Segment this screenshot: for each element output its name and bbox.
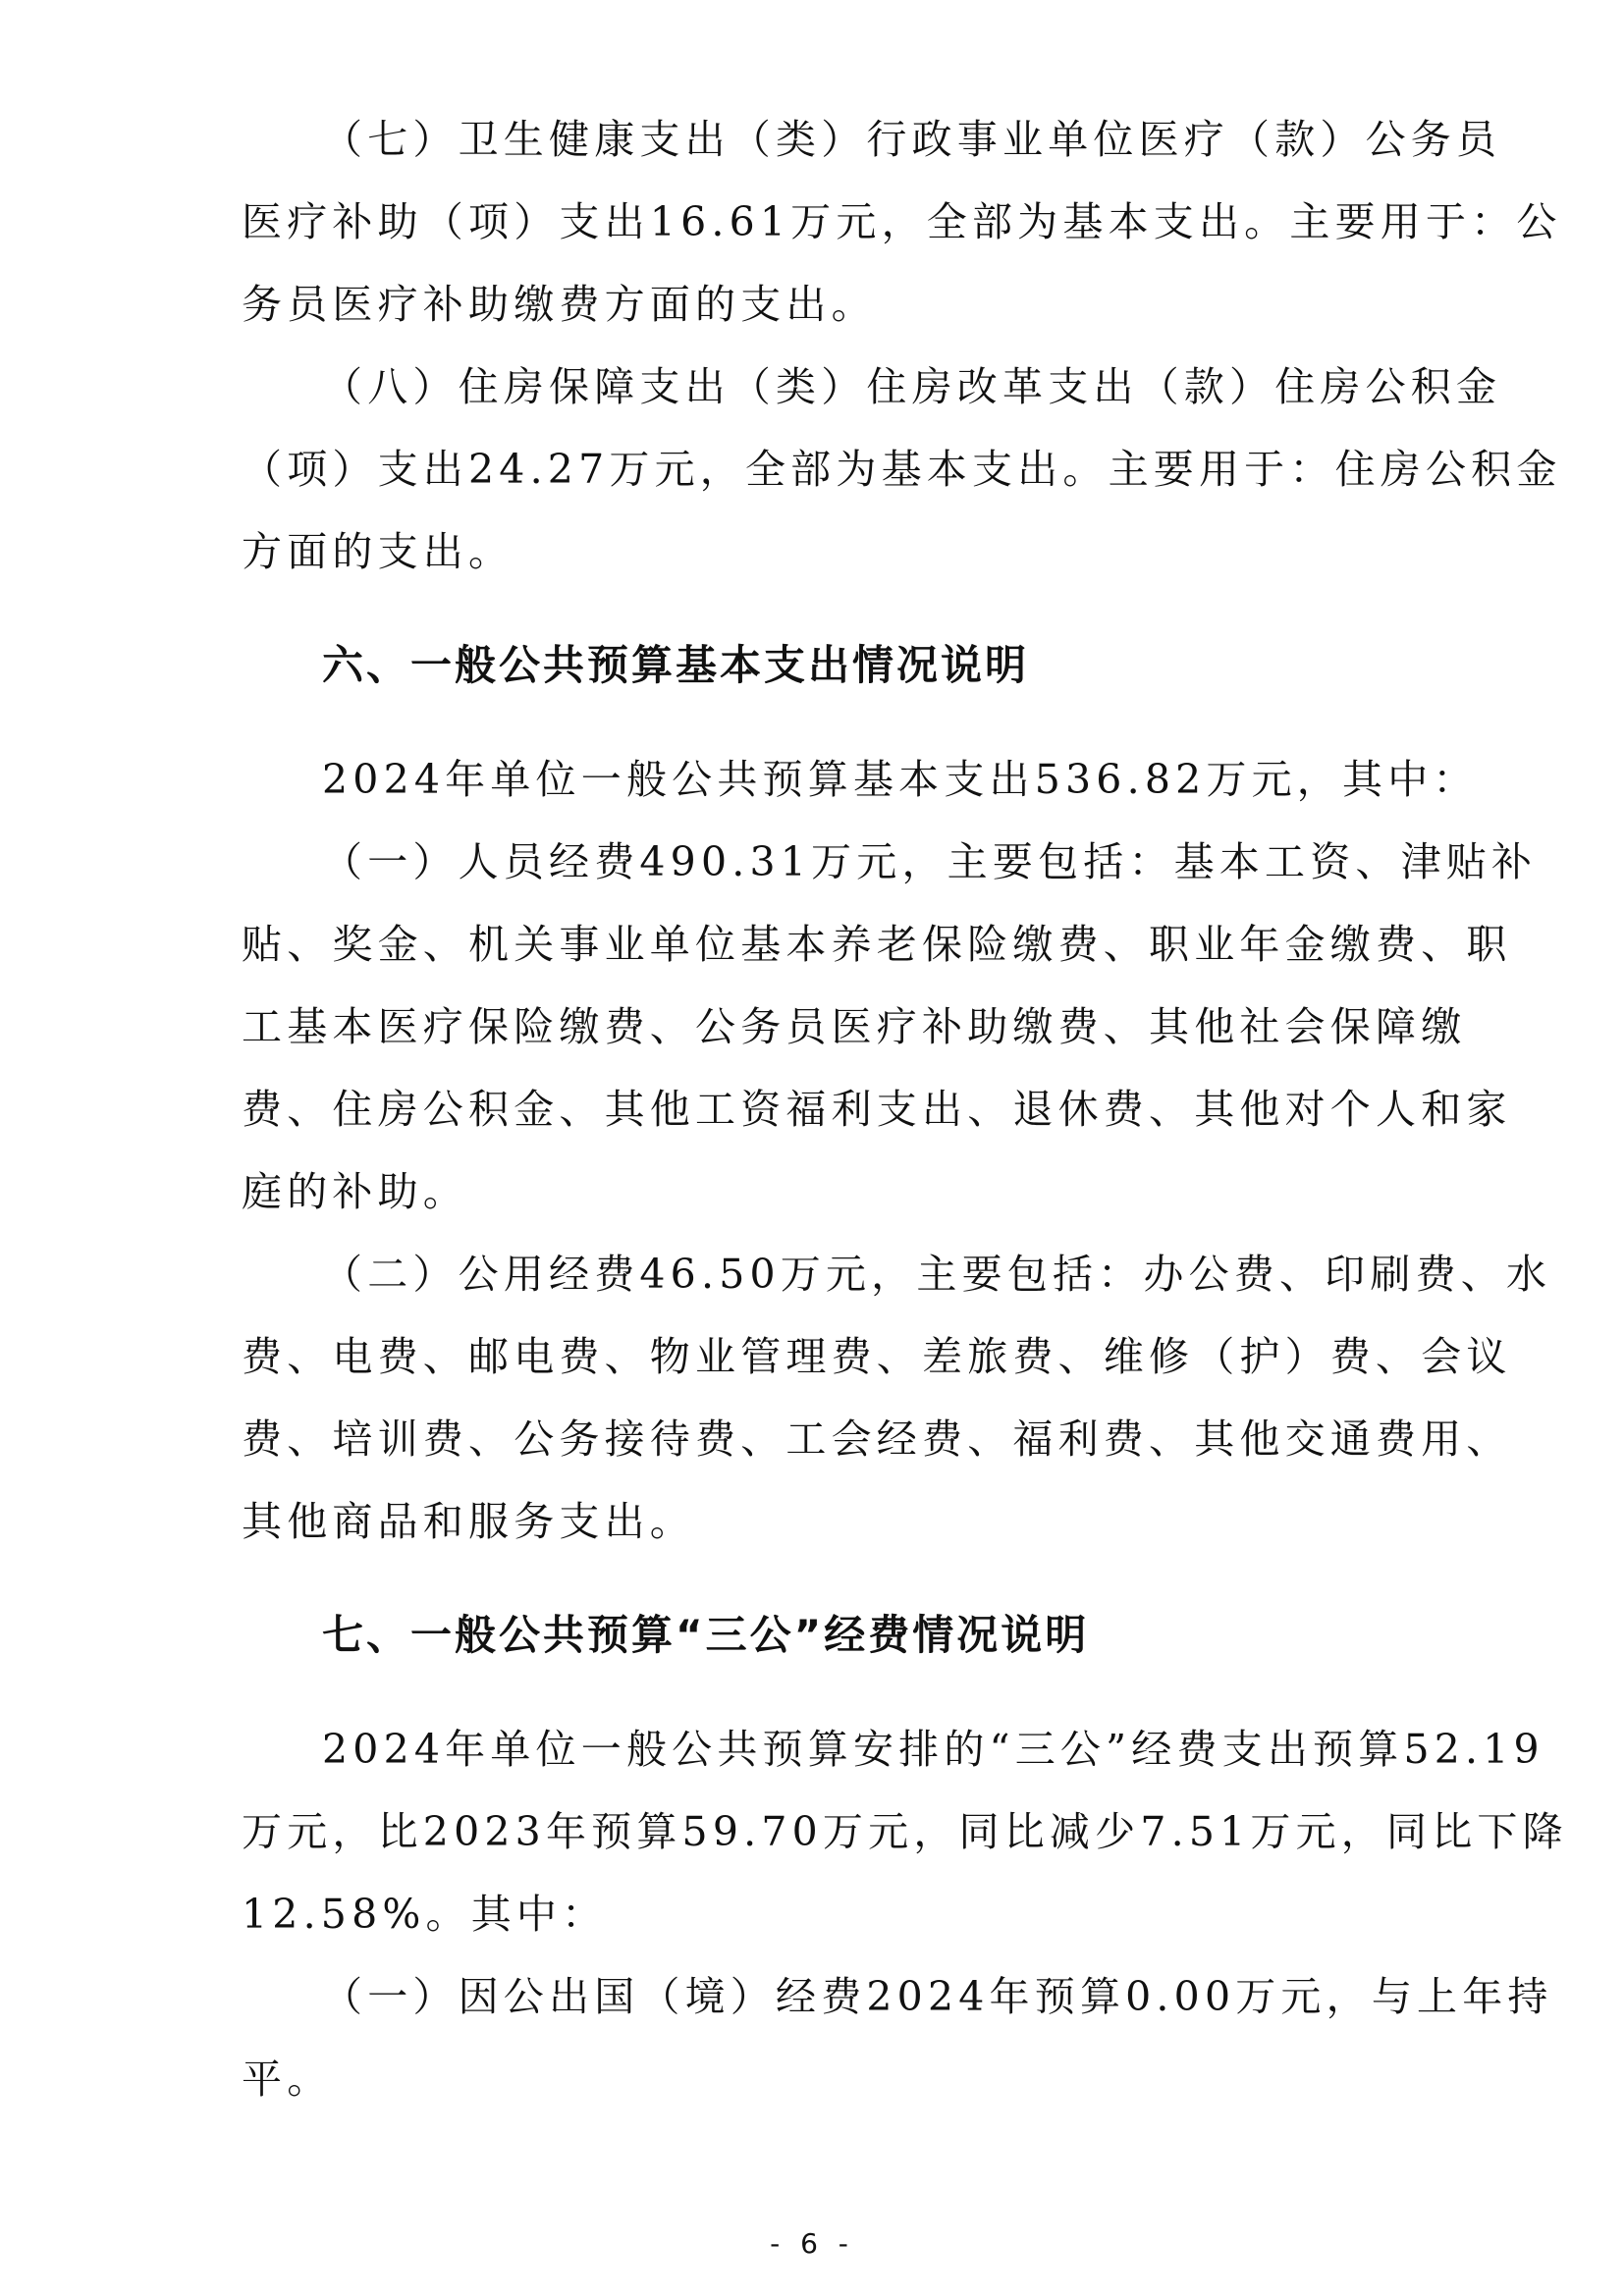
public-line-2: 费、电费、邮电费、物业管理费、差旅费、维修（护）费、会议 bbox=[242, 1333, 1512, 1380]
item7-line-3: 务员医疗补助缴费方面的支出。 bbox=[242, 281, 877, 328]
item8-line-2: （项）支出24.27万元，全部为基本支出。主要用于：住房公积金 bbox=[242, 446, 1562, 493]
section7-intro-line-3: 12.58%。其中： bbox=[242, 1891, 608, 1938]
section7-item1-line-1: （一）因公出国（境）经费2024年预算0.00万元，与上年持 bbox=[322, 1973, 1553, 2020]
public-line-1: （二）公用经费46.50万元，主要包括：办公费、印刷费、水 bbox=[322, 1251, 1552, 1298]
personnel-line-3: 工基本医疗保险缴费、公务员医疗补助缴费、其他社会保障缴 bbox=[242, 1003, 1467, 1050]
personnel-line-5: 庭的补助。 bbox=[242, 1168, 468, 1215]
section7-item1-line-2: 平。 bbox=[242, 2056, 333, 2103]
section7-intro-line-2: 万元，比2023年预算59.70万元，同比减少7.51万元，同比下降 bbox=[242, 1808, 1568, 1855]
personnel-line-1: （一）人员经费490.31万元，主要包括：基本工资、津贴补 bbox=[322, 838, 1538, 885]
section6-intro: 2024年单位一般公共预算基本支出536.82万元，其中： bbox=[322, 756, 1479, 803]
public-line-4: 其他商品和服务支出。 bbox=[242, 1498, 695, 1545]
section7-heading: 七、一般公共预算“三公”经费情况说明 bbox=[322, 1611, 1090, 1659]
item7-line-2: 医疗补助（项）支出16.61万元，全部为基本支出。主要用于：公 bbox=[242, 198, 1562, 245]
personnel-line-4: 费、住房公积金、其他工资福利支出、退休费、其他对个人和家 bbox=[242, 1086, 1512, 1133]
item8-line-3: 方面的支出。 bbox=[242, 528, 514, 575]
item8-line-1: （八）住房保障支出（类）住房改革支出（款）住房公积金 bbox=[322, 363, 1502, 410]
page-number: - 6 - bbox=[770, 2227, 854, 2260]
section7-intro-line-1: 2024年单位一般公共预算安排的“三公”经费支出预算52.19 bbox=[322, 1726, 1544, 1773]
item7-line-1: （七）卫生健康支出（类）行政事业单位医疗（款）公务员 bbox=[322, 116, 1502, 163]
section6-heading: 六、一般公共预算基本支出情况说明 bbox=[322, 641, 1030, 689]
personnel-line-2: 贴、奖金、机关事业单位基本养老保险缴费、职业年金缴费、职 bbox=[242, 921, 1512, 968]
public-line-3: 费、培训费、公务接待费、工会经费、福利费、其他交通费用、 bbox=[242, 1415, 1512, 1463]
